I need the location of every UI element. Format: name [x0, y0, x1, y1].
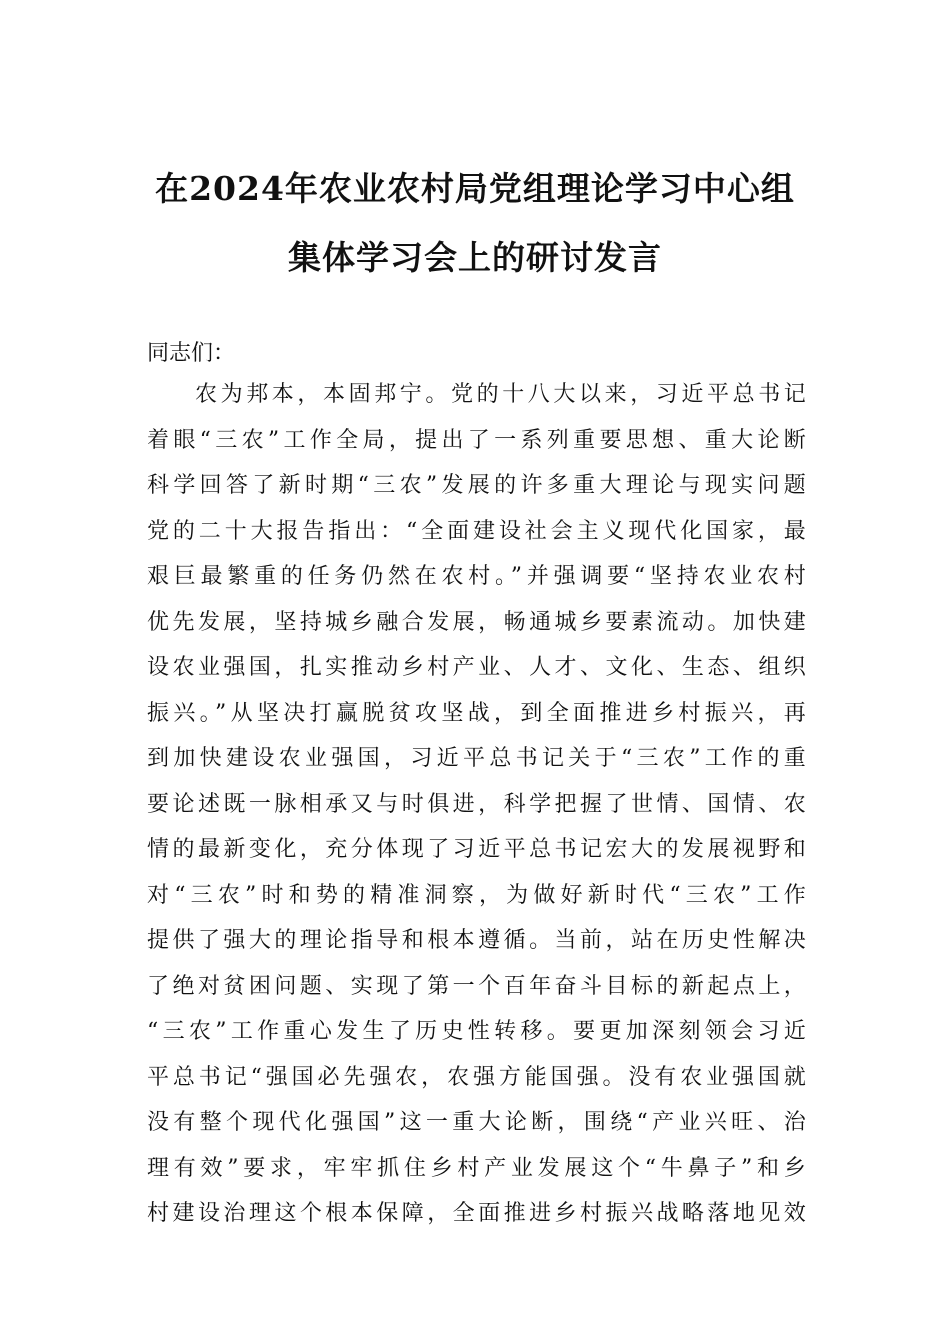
paragraph-line: 情的最新变化，充分体现了习近平总书记宏大的发展视野和	[147, 837, 807, 862]
paragraph-line: 没有整个现代化强国”这一重大论断，围绕“产业兴旺、治	[147, 1110, 807, 1135]
paragraph-line: 着眼“三农”工作全局，提出了一系列重要思想、重大论断	[147, 427, 807, 453]
document-title-line-2: 集体学习会上的研讨发言	[288, 238, 662, 277]
paragraph-line: “三农”工作重心发生了历史性转移。要更加深刻领会习近	[147, 1019, 807, 1044]
paragraph-line: 振兴。”从坚决打赢脱贫攻坚战，到全面推进乡村振兴，再	[147, 700, 807, 726]
paragraph-line: 优先发展，坚持城乡融合发展，畅通城乡要素流动。加快建	[147, 609, 807, 635]
body-paragraph	[147, 376, 807, 1241]
paragraph-line: 艰巨最繁重的任务仍然在农村。”并强调要“坚持农业农村	[147, 564, 807, 589]
paragraph-line: 党的二十大报告指出：“全面建设社会主义现代化国家，最	[147, 518, 807, 544]
paragraph-line: 提供了强大的理论指导和根本遵循。当前，站在历史性解决	[147, 928, 807, 953]
paragraph-line: 了绝对贫困问题、实现了第一个百年奋斗目标的新起点上，	[147, 973, 807, 999]
paragraph-line: 科学回答了新时期“三农”发展的许多重大理论与现实问题	[147, 473, 807, 498]
paragraph-line: 理有效”要求，牢牢抓住乡村产业发展这个“牛鼻子”和乡	[147, 1155, 807, 1181]
document-title-line-1: 在2024年农业农村局党组理论学习中心组	[155, 169, 795, 208]
paragraph-line: 农为邦本，本固邦宁。党的十八大以来，习近平总书记	[195, 382, 807, 407]
paragraph-line: 村建设治理这个根本保障，全面推进乡村振兴战略落地见效	[147, 1201, 807, 1226]
paragraph-line: 平总书记“强国必先强农，农强方能国强。没有农业强国就	[147, 1064, 807, 1090]
salutation: 同志们：	[147, 341, 236, 366]
paragraph-line: 对“三农”时和势的精准洞察，为做好新时代“三农”工作	[147, 882, 807, 908]
paragraph-line: 设农业强国，扎实推动乡村产业、人才、文化、生态、组织	[147, 655, 807, 680]
paragraph-line: 要论述既一脉相承又与时俱进，科学把握了世情、国情、农	[147, 791, 807, 817]
paragraph-line: 到加快建设农业强国，习近平总书记关于“三农”工作的重	[147, 746, 807, 771]
